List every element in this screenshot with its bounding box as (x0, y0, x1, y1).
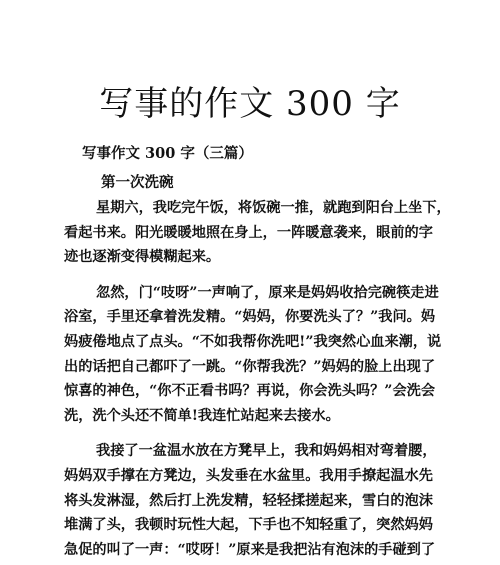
paragraph-spacer (64, 270, 442, 281)
paragraph-line: 洗，洗个头还不简单!我连忙站起来去接水。 (64, 407, 340, 424)
paragraph (64, 439, 442, 562)
paragraph-line: 妈疲倦地点了点头。“不如我帮你洗吧!”我突然心血来潮，说 (64, 333, 442, 350)
paragraph-line: 惊喜的神色，“你不正看书吗？再说，你会洗头吗？”会洗会 (64, 383, 436, 400)
paragraph-line: 浴室，手里还拿着洗发精。“妈妈，你要洗头了？”我问。妈 (64, 309, 436, 326)
paragraph-line: 堆满了头，我顿时玩性大起，下手也不知轻重了，突然妈妈 (64, 517, 433, 534)
body-text (64, 196, 451, 562)
paragraph-spacer (64, 428, 442, 439)
document-title: 写事的作文 300 字 (99, 84, 401, 124)
paragraph-line: 妈妈双手撑在方凳边，头发垂在水盆里。我用手撩起温水先 (64, 467, 433, 484)
paragraph-line: 出的话把自己都吓了一跳。“你帮我洗？”妈妈的脸上出现了 (64, 358, 436, 375)
paragraph-line: 将头发淋湿，然后打上洗发精，轻轻揉搓起来，雪白的泡沫 (64, 492, 433, 509)
paragraph (64, 196, 451, 270)
paragraph-line: 急促的叫了一声：“哎呀！”原来是我把沾有泡沫的手碰到了 (64, 541, 436, 558)
section-heading: 第一次洗碗 (101, 174, 174, 191)
document-subtitle: 写事作文 300 字（三篇） (82, 145, 253, 162)
paragraph-line: 忽然，门“吱呀”一声响了，原来是妈妈收拾完碗筷走进 (96, 284, 439, 301)
paragraph-line: 星期六，我吃完午饭，将饭碗一推，就跑到阳台上坐下， (96, 200, 451, 216)
paragraph-line: 我接了一盆温水放在方凳早上，我和妈妈相对弯着腰， (96, 443, 437, 460)
paragraph (64, 281, 442, 429)
paragraph-line: 看起书来。阳光暖暖地照在身上，一阵暖意袭来，眼前的字 (64, 224, 433, 241)
paragraph-line: 迹也逐渐变得模糊起来。 (64, 249, 221, 266)
